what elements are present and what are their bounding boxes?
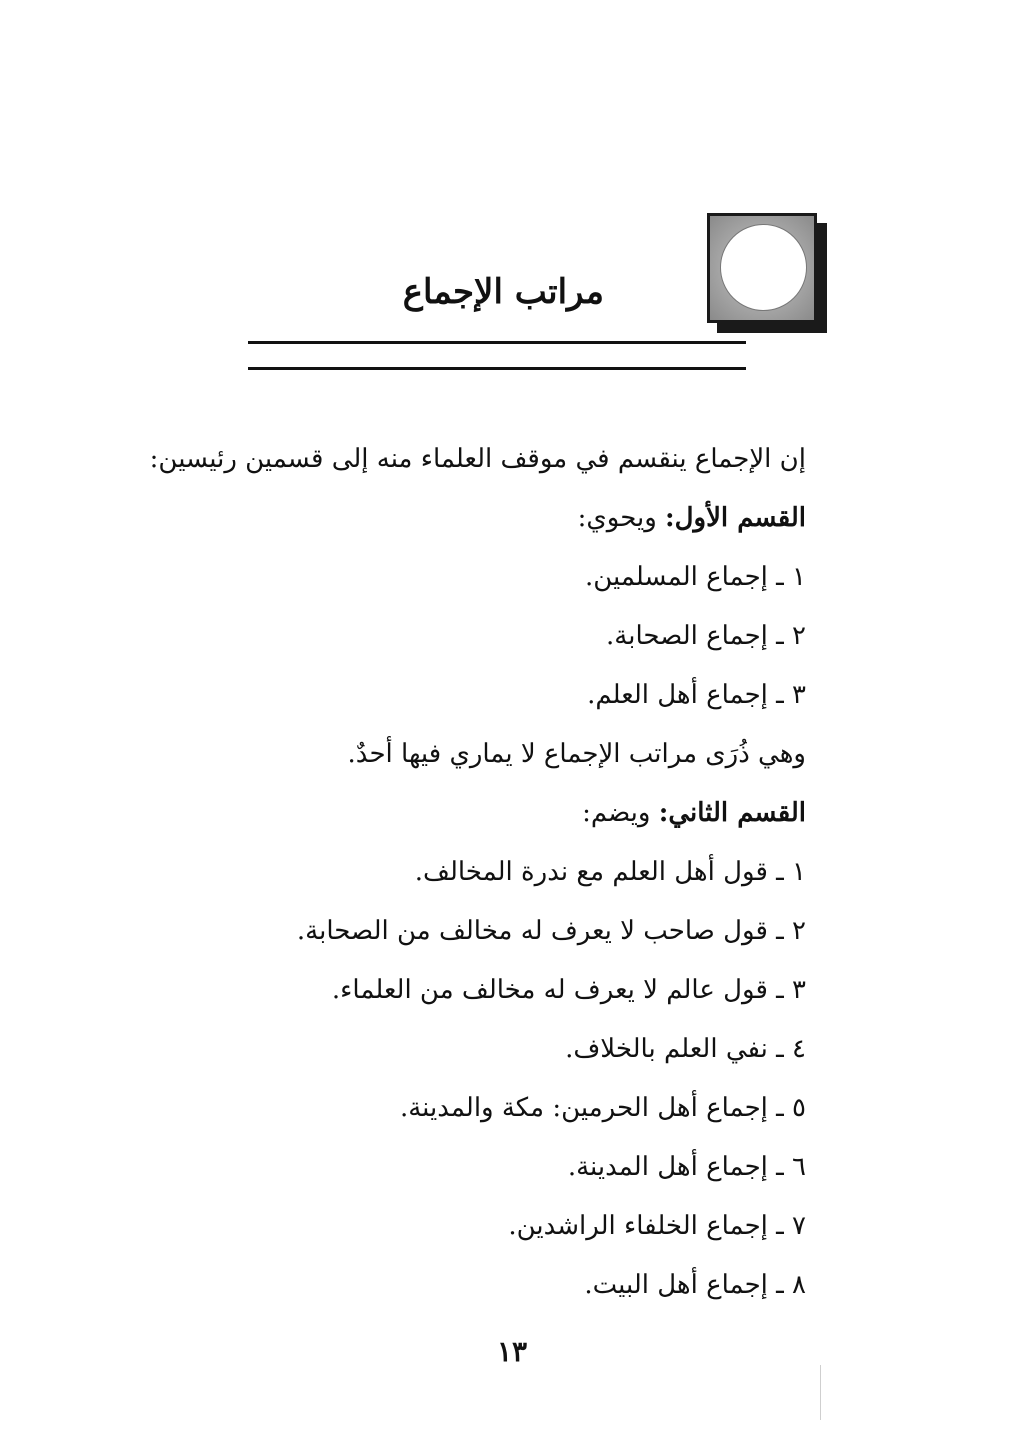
page-number: ١٣ bbox=[496, 1335, 528, 1368]
section-2-item: ٦ ـ إجماع أهل المدينة. bbox=[567, 1152, 806, 1182]
section-2-heading-rest: ويضم: bbox=[582, 798, 659, 828]
section-2-item: ٧ ـ إجماع الخلفاء الراشدين. bbox=[508, 1211, 806, 1241]
title-rule-bottom bbox=[248, 367, 746, 370]
section-2-item: ٢ ـ قول صاحب لا يعرف له مخالف من الصحابة. bbox=[296, 916, 806, 946]
section-1-note: وهي ذُرَى مراتب الإجماع لا يماري فيها أحدٌ. bbox=[347, 739, 806, 769]
ornament-disc bbox=[720, 224, 807, 311]
section-2-item: ٤ ـ نفي العلم بالخلاف. bbox=[565, 1034, 806, 1064]
section-2-item: ١ ـ قول أهل العلم مع ندرة المخالف. bbox=[414, 857, 806, 887]
intro-paragraph: إن الإجماع ينقسم في موقف العلماء منه إلى قسمين رئيسين: bbox=[149, 444, 806, 474]
section-2-heading-line bbox=[166, 784, 806, 843]
section-2-item: ٣ ـ قول عالم لا يعرف له مخالف من العلماء. bbox=[331, 975, 806, 1005]
chapter-ornament-icon bbox=[707, 213, 817, 323]
section-1-heading: القسم الأول: bbox=[665, 503, 806, 533]
section-1-heading-line bbox=[166, 489, 806, 548]
chapter-title: مراتب الإجماع bbox=[402, 272, 604, 312]
title-rule-top bbox=[248, 341, 746, 344]
section-2-item: ٥ ـ إجماع أهل الحرمين: مكة والمدينة. bbox=[399, 1093, 806, 1123]
page-body bbox=[149, 430, 806, 1315]
section-2-item: ٨ ـ إجماع أهل البيت. bbox=[584, 1270, 806, 1300]
section-1-item: ٣ ـ إجماع أهل العلم. bbox=[587, 680, 806, 710]
section-1-item: ١ ـ إجماع المسلمين. bbox=[584, 562, 806, 592]
margin-mark bbox=[820, 1365, 821, 1420]
section-1-item: ٢ ـ إجماع الصحابة. bbox=[606, 621, 806, 651]
section-2-heading: القسم الثاني: bbox=[658, 798, 806, 828]
section-1-heading-rest: ويحوي: bbox=[577, 503, 666, 533]
